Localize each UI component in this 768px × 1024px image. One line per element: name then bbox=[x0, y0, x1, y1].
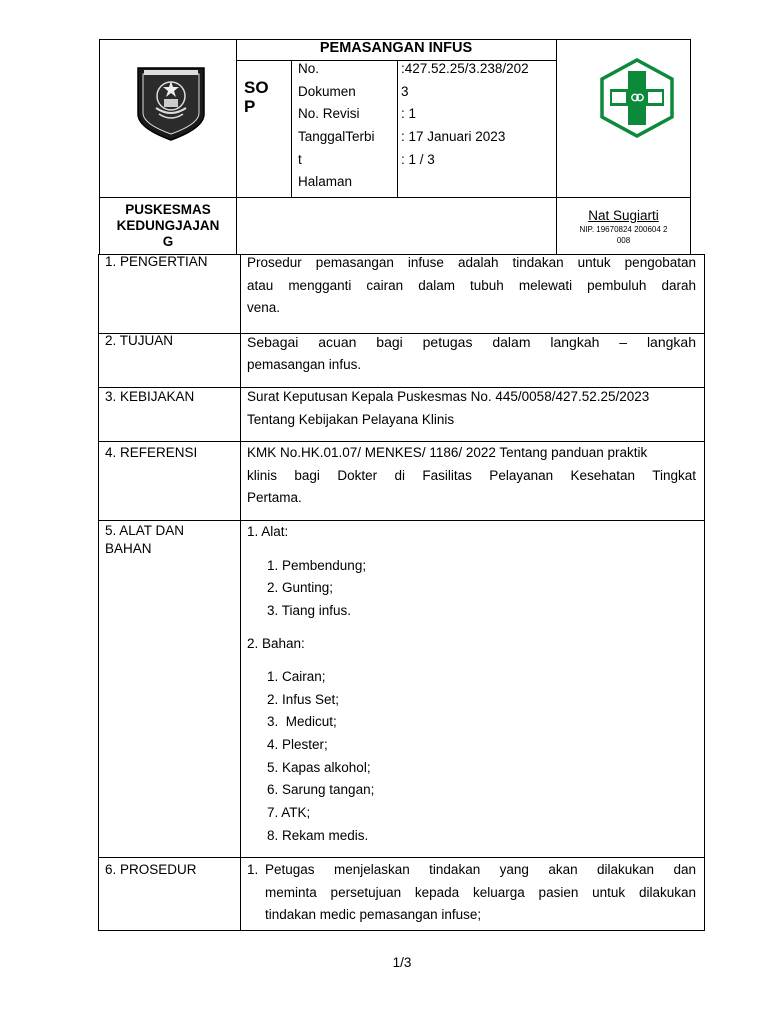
institution-name bbox=[100, 202, 236, 250]
referensi-line: KMK No.HK.01.07/ MENKES/ 1186/ 2022 Tentang panduan praktik bbox=[247, 445, 648, 460]
meta-label-dokumen: Dokumen bbox=[298, 84, 356, 99]
bahan-list-item: 1. Cairan; bbox=[267, 669, 326, 684]
institution-line1: PUSKESMAS bbox=[125, 202, 211, 217]
meta-value-no: :427.52.25/3.238/202 bbox=[401, 61, 529, 76]
meta-value-revisi: : 1 bbox=[401, 106, 417, 121]
section-label-referensi: 4. REFERENSI bbox=[105, 445, 198, 460]
institution-line3: G bbox=[162, 234, 174, 249]
section-content-tujuan bbox=[247, 331, 696, 376]
institution-line2: KEDUNGJAJAN bbox=[116, 218, 220, 233]
bahan-list-item: 8. Rekam medis. bbox=[267, 828, 369, 843]
signer-nip-line2: 008 bbox=[616, 236, 631, 245]
bahan-list-item: 5. Kapas alkohol; bbox=[267, 760, 371, 775]
alat-label-line1: 5. ALAT DAN bbox=[105, 523, 185, 538]
body-row-divider-4 bbox=[98, 520, 705, 521]
meta-label-revisi: No. Revisi bbox=[298, 106, 360, 121]
sop-label-line1: SO bbox=[244, 78, 269, 97]
prosedur-line: Petugas menjelaskan tindakan yang akan dilakukan dan bbox=[265, 862, 696, 877]
meta-label-tanggal-cont: t bbox=[298, 152, 302, 167]
page-number: 1/3 bbox=[392, 955, 412, 970]
prosedur-step-number: 1. bbox=[247, 862, 259, 877]
header-meta-divider bbox=[397, 60, 398, 197]
meta-label-no: No. bbox=[298, 61, 320, 76]
regency-crest-icon bbox=[134, 64, 208, 142]
meta-label-tanggal: TanggalTerbi bbox=[298, 129, 375, 144]
header-sop-divider bbox=[291, 60, 292, 197]
left-logo bbox=[134, 64, 208, 142]
alat-heading: 1. Alat: bbox=[247, 524, 289, 539]
prosedur-line: tindakan medic pemasangan infuse; bbox=[265, 907, 482, 922]
meta-value-tanggal: : 17 Januari 2023 bbox=[401, 129, 506, 144]
sop-label-line2: P bbox=[244, 97, 256, 116]
bahan-list-item: 6. Sarung tangan; bbox=[267, 782, 375, 797]
body-column-divider bbox=[240, 254, 241, 931]
body-border-bottom bbox=[98, 930, 705, 931]
body-border-left bbox=[98, 254, 99, 931]
alat-label-line2: BAHAN bbox=[105, 541, 152, 556]
body-row-divider-5 bbox=[98, 857, 705, 858]
section-label-kebijakan: 3. KEBIJAKAN bbox=[105, 389, 195, 404]
header-border-right bbox=[690, 39, 691, 254]
kebijakan-line: Surat Keputusan Kepala Puskesmas No. 445/0058/427.52.25/2023 bbox=[247, 389, 650, 404]
referensi-line: Pertama. bbox=[247, 490, 302, 505]
pengertian-line: Prosedur pemasangan infuse adalah tindakan untuk pengobatan bbox=[247, 255, 696, 270]
referensi-line: klinis bagi Dokter di Fasilitas Pelayanan Kesehatan Tingkat bbox=[247, 467, 696, 483]
bahan-list-item: 4. Plester; bbox=[267, 737, 328, 752]
alat-list-item: 3. Tiang infus. bbox=[267, 603, 352, 618]
alat-list-item: 1. Pembendung; bbox=[267, 558, 367, 573]
body-border-right bbox=[704, 254, 705, 931]
prosedur-step-text bbox=[265, 859, 696, 927]
puskesmas-logo-icon bbox=[598, 58, 676, 138]
pengertian-line: vena. bbox=[247, 300, 281, 315]
kebijakan-line: Tentang Kebijakan Pelayana Klinis bbox=[247, 411, 455, 427]
signer-block bbox=[557, 207, 690, 246]
tujuan-line: Sebagai acuan bagi petugas dalam langkah – langkah bbox=[247, 334, 696, 350]
bahan-list-item: 2. Infus Set; bbox=[267, 692, 340, 707]
section-label-prosedur: 6. PROSEDUR bbox=[105, 862, 197, 877]
header-divider-logo-left bbox=[236, 39, 237, 254]
alat-list-item: 2. Gunting; bbox=[267, 580, 334, 595]
bahan-list-item: 3. Medicut; bbox=[267, 714, 337, 729]
section-content-referensi bbox=[247, 442, 696, 510]
tujuan-line: pemasangan infus. bbox=[247, 356, 362, 372]
bahan-list-item: 7. ATK; bbox=[267, 805, 311, 820]
section-label-alat bbox=[105, 522, 184, 558]
pengertian-line: atau mengganti cairan dalam tubuh melewati pembuluh darah bbox=[247, 277, 696, 293]
signer-name: Nat Sugiarti bbox=[588, 208, 659, 223]
bahan-heading: 2. Bahan: bbox=[247, 636, 305, 651]
section-label-tujuan: 2. TUJUAN bbox=[105, 333, 174, 348]
meta-value-no-cont: 3 bbox=[401, 84, 409, 99]
header-row-divider bbox=[99, 197, 691, 198]
document-title: PEMASANGAN INFUS bbox=[319, 40, 473, 56]
section-content-pengertian bbox=[247, 252, 696, 320]
meta-value-halaman: : 1 / 3 bbox=[401, 152, 435, 167]
right-logo bbox=[598, 58, 676, 138]
meta-label-halaman: Halaman bbox=[298, 174, 353, 189]
signer-nip-line1: NIP. 19670824 200604 2 bbox=[579, 225, 668, 234]
section-content-kebijakan bbox=[247, 386, 699, 431]
prosedur-line: meminta persetujuan kepada keluarga pasien untuk dilakukan bbox=[265, 884, 696, 900]
section-label-pengertian: 1. PENGERTIAN bbox=[105, 254, 208, 269]
